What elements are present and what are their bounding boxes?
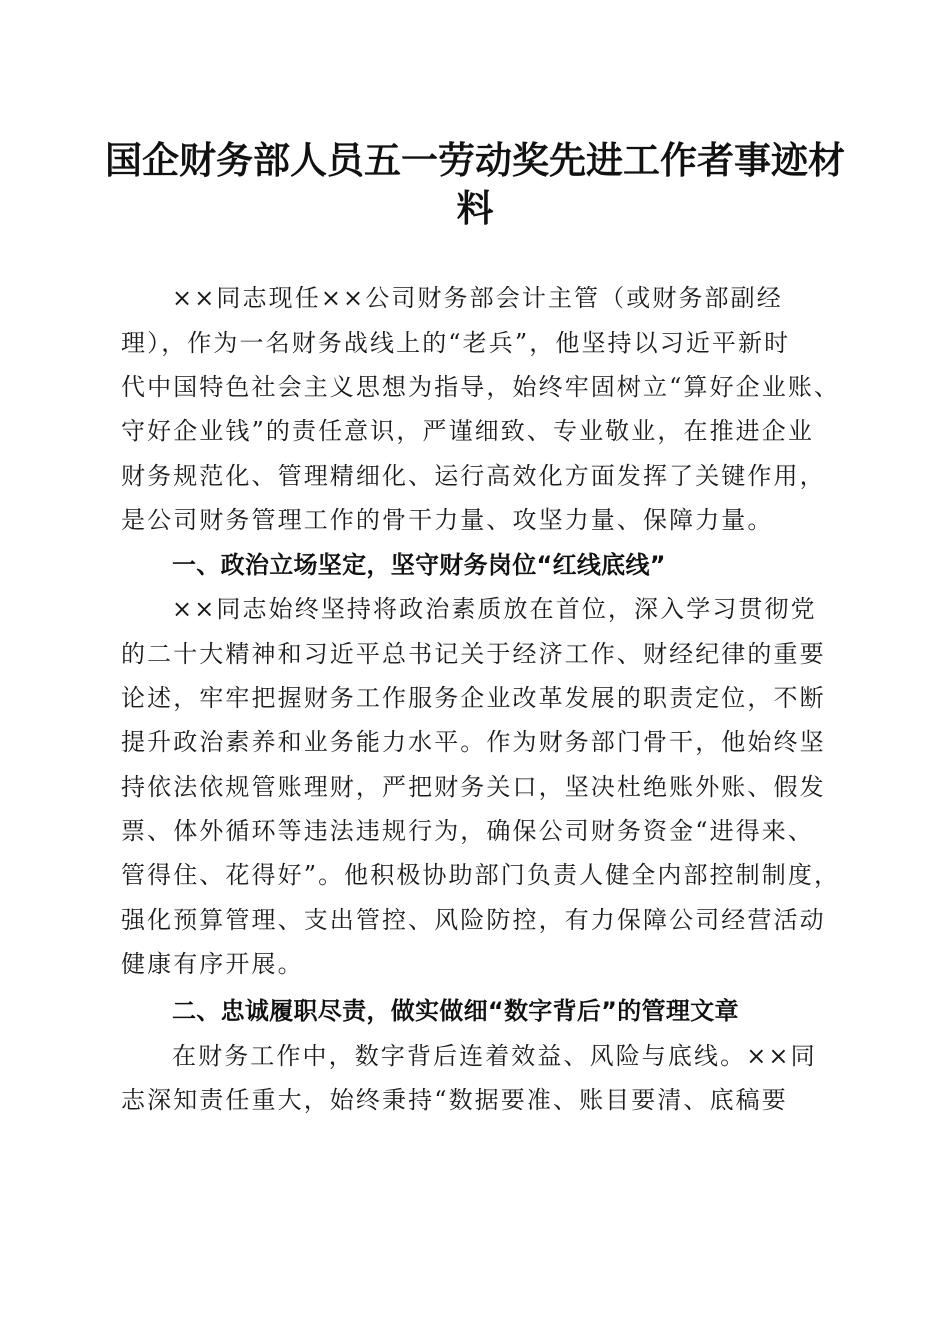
section-1-line: 论述，牢牢把握财务工作服务企业改革发展的职责定位，不断: [121, 684, 826, 712]
section-2-line: 在财务工作中，数字背后连着效益、风险与底线。××同: [172, 1042, 817, 1070]
intro-line: ××同志现任××公司财务部会计主管（或财务部副经: [172, 284, 783, 312]
document-title-line-1: 国企财务部人员五一劳动奖先进工作者事迹材: [105, 138, 845, 182]
section-1-line: 管得住、花得好”。他积极协助部门负责人健全内部控制制度，: [121, 861, 841, 889]
section-2-heading: 二、忠诚履职尽责，做实做细“数字背后”的管理文章: [172, 997, 739, 1025]
section-1-line: ××同志始终坚持将政治素质放在首位，深入学习贯彻党: [172, 595, 817, 623]
intro-line: 代中国特色社会主义思想为指导，始终牢固树立“算好企业账、: [121, 373, 841, 401]
section-1-line: 的二十大精神和习近平总书记关于经济工作、财经纪律的重要: [121, 640, 826, 668]
section-1-line: 提升政治素养和业务能力水平。作为财务部门骨干，他始终坚: [121, 728, 826, 756]
section-1-line: 健康有序开展。: [121, 950, 304, 978]
intro-line: 财务规范化、管理精细化、运行高效化方面发挥了关键作用，: [121, 462, 826, 490]
intro-line: 是公司财务管理工作的骨干力量、攻坚力量、保障力量。: [121, 506, 774, 534]
intro-line: 理），作为一名财务战线上的“老兵”，他坚持以习近平新时: [121, 329, 791, 357]
section-1-heading: 一、政治立场坚定，坚守财务岗位“红线底线”: [172, 551, 666, 579]
section-1-line: 强化预算管理、支出管控、风险防控，有力保障公司经营活动: [121, 906, 826, 934]
section-1-line: 持依法依规管账理财，严把财务关口，坚决杜绝账外账、假发: [121, 773, 826, 801]
document-title-line-2: 料: [456, 186, 494, 230]
intro-line: 守好企业钱”的责任意识，严谨细致、专业敬业，在推进企业: [121, 417, 814, 445]
section-1-line: 票、体外循环等违法违规行为，确保公司财务资金“进得来、: [121, 817, 814, 845]
section-2-line: 志深知责任重大，始终秉持“数据要准、账目要清、底稿要: [121, 1086, 788, 1114]
